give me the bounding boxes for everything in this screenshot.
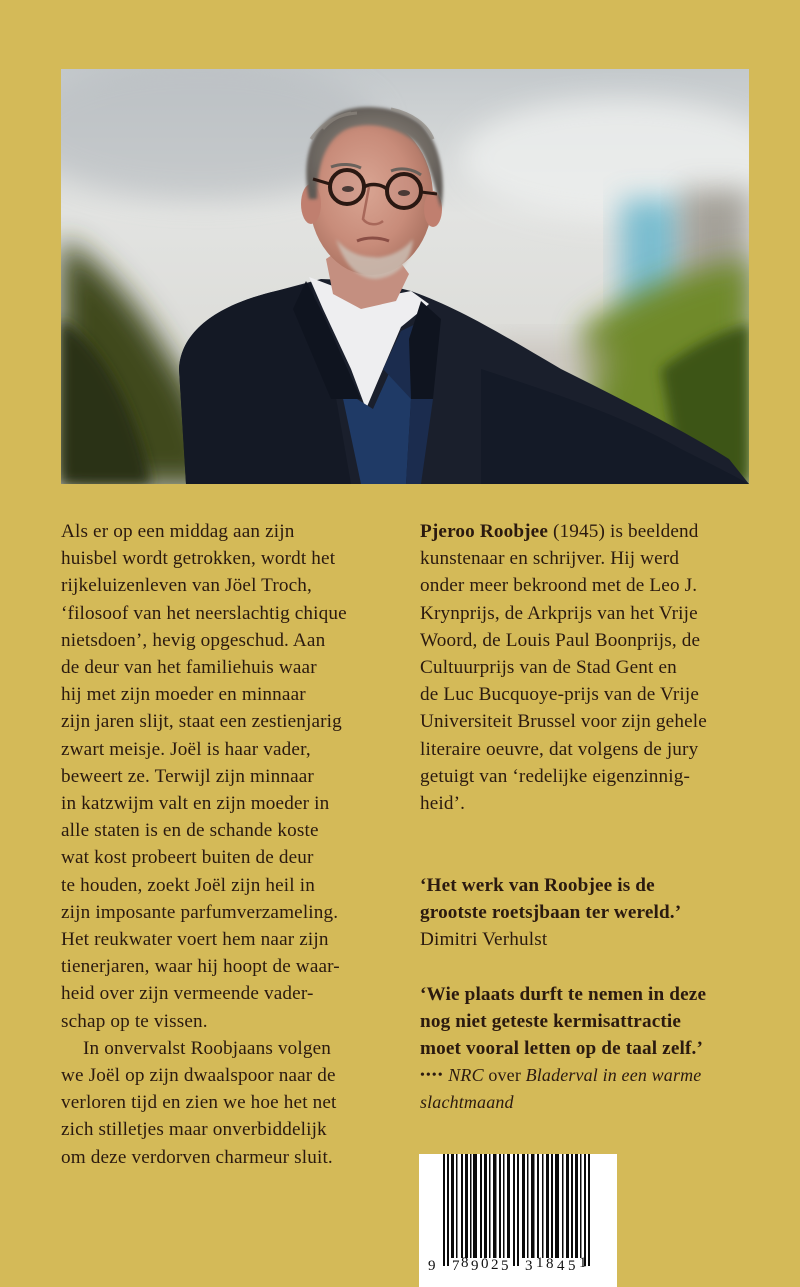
author-bio-line: literaire oeuvre, dat volgens de jury — [420, 738, 699, 760]
isbn-digit: 5 — [568, 1258, 576, 1274]
author-bio-line: Universiteit Brussel voor zijn gehele — [420, 711, 707, 733]
review-quote-1 — [420, 872, 780, 954]
blurb-line: heid over zijn vermeende vader- — [61, 983, 314, 1005]
blurb-line: in katzwijm valt en zijn moeder in — [61, 793, 330, 815]
isbn-digit: 8 — [546, 1256, 554, 1272]
quote-source-publication: NRC — [448, 1065, 484, 1086]
quote-source-connector: over — [483, 1065, 526, 1086]
author-photo — [61, 69, 749, 484]
blurb-paragraph2-line: verloren tijd en zien we hoe het net — [61, 1092, 337, 1114]
isbn-barcode — [419, 1154, 617, 1287]
isbn-digit: 1 — [579, 1255, 587, 1271]
blurb-line: zijn imposante parfumverzameling. — [61, 901, 339, 923]
blurb-line: nietsdoen’, hevig opgeschud. Aan — [61, 629, 326, 651]
blurb-line: schap op te vissen. — [61, 1010, 208, 1032]
isbn-digit: 8 — [461, 1255, 469, 1271]
blurb-line: hij met zijn moeder en minnaar — [61, 684, 306, 706]
author-bio-line: heid’. — [420, 793, 466, 815]
quote-source-book-title: Bladerval in een warme — [525, 1065, 702, 1086]
blurb-paragraph2-line: we Joël op zijn dwaalspoor naar de — [61, 1065, 336, 1087]
quote-line: grootste roetsjbaan ter wereld.’ — [420, 902, 682, 924]
author-bio-line: Krynprijs, de Arkprijs van het Vrije — [420, 602, 698, 624]
author-bio-line: Woord, de Louis Paul Boonprijs, de — [420, 629, 701, 651]
blurb-line: beweert ze. Terwijl zijn minnaar — [61, 765, 314, 787]
isbn-digit: 5 — [501, 1258, 509, 1274]
author-bio-first-line — [420, 518, 760, 545]
isbn-digits — [419, 1255, 617, 1282]
author-name: Pjeroo Roobjee — [420, 521, 549, 542]
blurb-paragraph2-line: om deze verdorven charmeur sluit. — [61, 1146, 333, 1168]
author-bio-line: Cultuurprijs van de Stad Gent en — [420, 657, 677, 679]
blurb-line: wat kost probeert buiten de deur — [61, 847, 314, 869]
author-bio-line: getuigt van ‘redelijke eigenzinnig- — [420, 765, 691, 787]
author-bio — [420, 518, 760, 817]
author-portrait-image — [61, 69, 749, 484]
isbn-digit: 1 — [536, 1255, 544, 1271]
blurb-line: ‘filosoof van het neerslachtig chique — [61, 602, 347, 624]
blurb-line: Het reukwater voert hem naar zijn — [61, 929, 329, 951]
quote-source-book-title-cont: slachtmaand — [420, 1092, 514, 1113]
blurb-line: zijn jaren slijt, staat een zestienjarig — [61, 711, 342, 733]
blurb-paragraph2-line: In onvervalst Roobjaans volgen — [83, 1037, 332, 1059]
blurb-line: huisbel wordt getrokken, wordt het — [61, 548, 336, 570]
blurb-paragraph2-line: zich stilletjes maar onverbiddelijk — [61, 1119, 327, 1141]
author-bio-line: kunstenaar en schrijver. Hij werd — [420, 548, 680, 570]
author-bio-line: onder meer bekroond met de Leo J. — [420, 575, 698, 597]
blurb-line: alle staten is en de schande koste — [61, 820, 319, 842]
quote-line: ‘Het werk van Roobjee is de — [420, 875, 655, 896]
review-quote-2 — [420, 981, 780, 1117]
isbn-digit: 9 — [428, 1258, 436, 1274]
quote-line: moet vooral letten op de taal zelf.’ — [420, 1038, 704, 1060]
isbn-digit: 0 — [481, 1256, 489, 1272]
blurb-line: de deur van het familiehuis waar — [61, 657, 317, 679]
isbn-digit: 9 — [471, 1258, 479, 1274]
blurb-line: rijkeluizenleven van Jöel Troch, — [61, 575, 312, 597]
isbn-digit: 7 — [452, 1258, 460, 1274]
quote-line: nog niet geteste kermisattractie — [420, 1010, 682, 1032]
isbn-digit: 3 — [525, 1258, 533, 1274]
blurb-line: tienerjaren, waar hij hoopt de waar- — [61, 956, 340, 978]
quote-source — [420, 1062, 780, 1089]
isbn-digit: 4 — [557, 1258, 565, 1274]
review-quotes — [420, 872, 780, 1117]
blurb-line: te houden, zoekt Joël zijn heil in — [61, 874, 315, 896]
book-blurb — [61, 518, 381, 1171]
author-bio-line: de Luc Bucquoye-prijs van de Vrije — [420, 684, 700, 706]
blurb-line: zwart meisje. Joël is haar vader, — [61, 738, 311, 760]
quote-line: ‘Wie plaats durft te nemen in deze — [420, 983, 707, 1005]
quote-attribution: Dimitri Verhulst — [420, 929, 548, 951]
author-bio-birthyear: (1945) is beeldend — [548, 521, 699, 542]
blurb-line: Als er op een middag aan zijn — [61, 521, 295, 542]
isbn-digit: 2 — [491, 1257, 499, 1273]
rating-dots-icon: •••• — [420, 1068, 444, 1084]
